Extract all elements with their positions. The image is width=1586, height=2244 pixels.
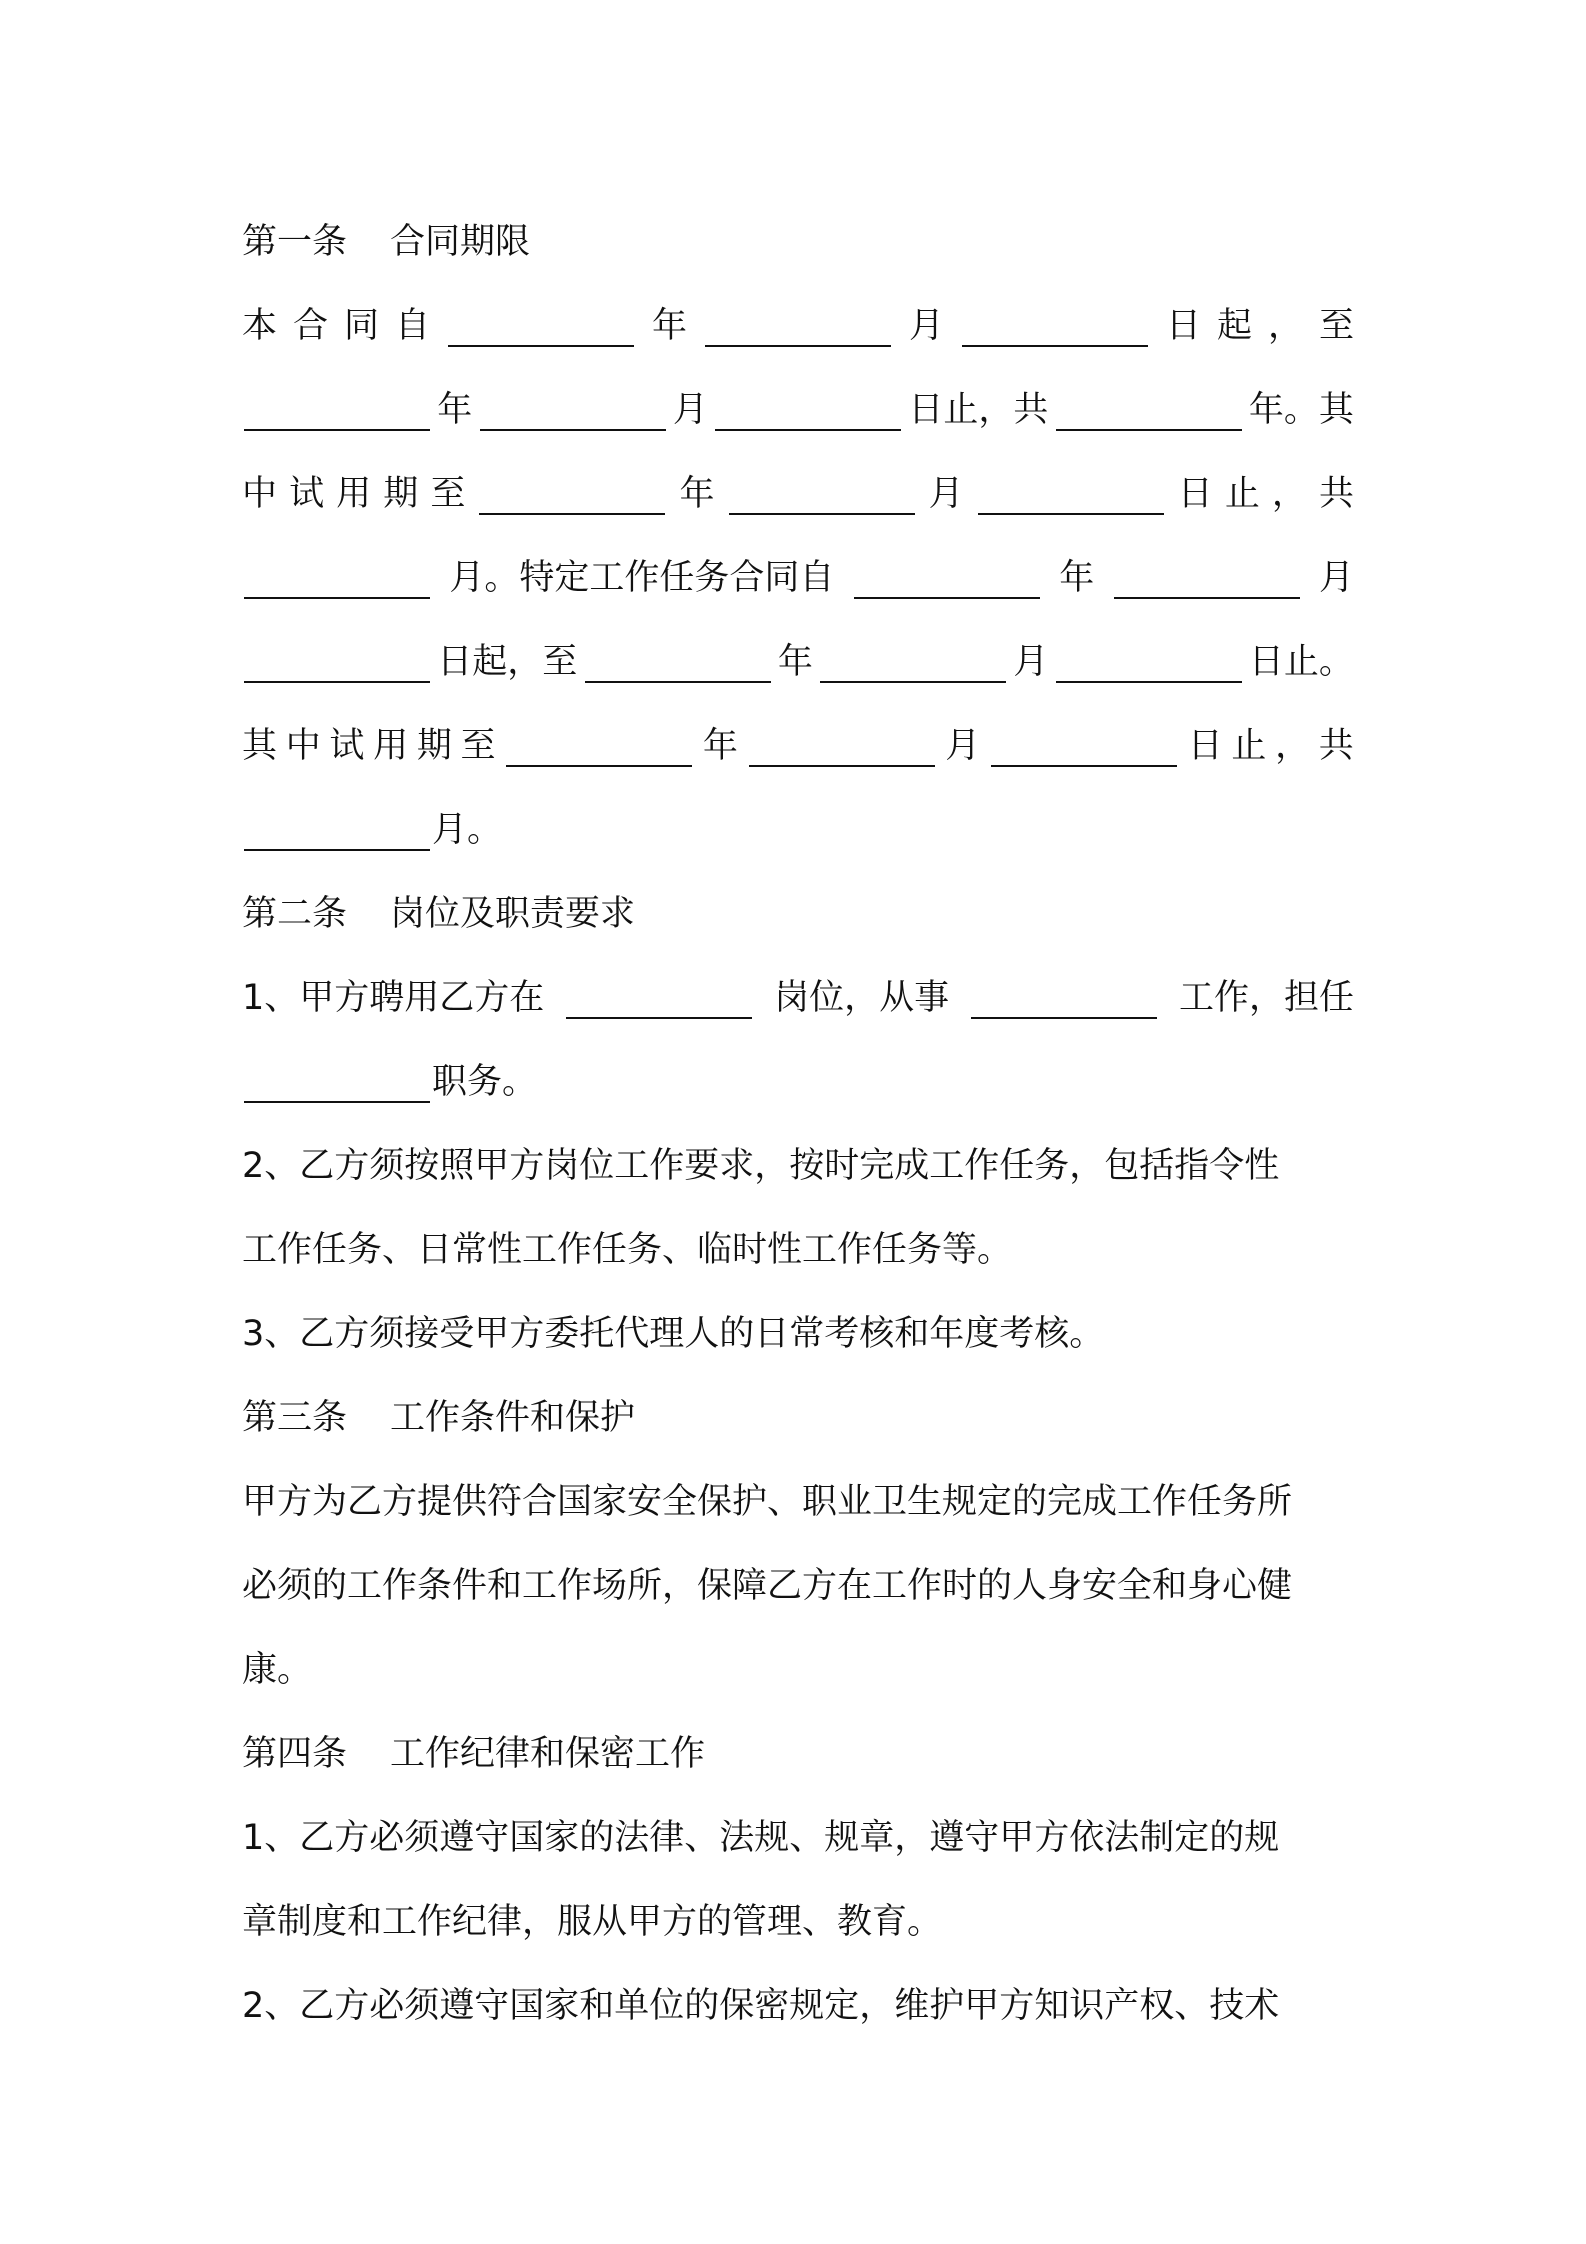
fill-blank: [244, 1061, 430, 1103]
text-segment: 职务。: [432, 1062, 538, 1102]
fill-blank: [715, 389, 901, 431]
text-segment: 起: [1216, 306, 1252, 346]
text-segment: 期: [383, 474, 419, 514]
text-line: [242, 620, 1354, 704]
fill-blank: [705, 305, 891, 347]
article-heading: [242, 872, 1354, 956]
fill-blank: [585, 641, 771, 683]
paragraph-line: 1、乙方必须遵守国家的法律、法规、规章，遵守甲方依法制定的规: [242, 1818, 1280, 1858]
article-title: 岗位及职责要求: [390, 894, 636, 934]
article-title: 工作条件和保护: [390, 1398, 636, 1438]
text-line: [242, 1208, 1354, 1292]
text-segment: 日止。: [1248, 642, 1354, 682]
fill-blank: [991, 725, 1177, 767]
text-segment: 止: [1224, 474, 1260, 514]
text-segment: 中: [285, 726, 321, 766]
text-segment: 年: [679, 474, 715, 514]
paragraph-line: 章制度和工作纪律，服从甲方的管理、教育。: [242, 1902, 943, 1942]
article-title: 工作纪律和保密工作: [390, 1734, 706, 1774]
text-segment: 自: [395, 306, 431, 346]
text-line: [242, 368, 1354, 452]
text-segment: 月: [1013, 642, 1049, 682]
text-line: [242, 1628, 1354, 1712]
text-segment: 中: [242, 474, 278, 514]
fill-blank: [244, 389, 430, 431]
article-number: 第四条: [242, 1734, 348, 1774]
fill-blank: [506, 725, 692, 767]
fill-blank: [244, 557, 430, 599]
text-segment: ，: [1275, 726, 1311, 766]
text-segment: 岗位，从事: [774, 978, 950, 1018]
text-segment: 日止，共: [908, 390, 1049, 430]
text-segment: 合: [293, 306, 329, 346]
text-line: [242, 452, 1354, 536]
text-segment: 月。: [432, 810, 503, 850]
text-line: [242, 788, 1354, 872]
article-number: 第三条: [242, 1398, 348, 1438]
paragraph-line: 甲方为乙方提供符合国家安全保护、职业卫生规定的完成工作任务所: [242, 1482, 1293, 1522]
text-segment: 至: [1318, 306, 1354, 346]
document-body: [242, 200, 1354, 2048]
text-line: [242, 1292, 1354, 1376]
text-segment: 年: [651, 306, 687, 346]
text-line: [242, 1544, 1354, 1628]
text-segment: 日: [1187, 726, 1223, 766]
text-segment: 月: [928, 474, 964, 514]
paragraph-line: 必须的工作条件和工作场所，保障乙方在工作时的人身安全和身心健: [242, 1566, 1293, 1606]
article-heading: [242, 200, 1354, 284]
fill-blank: [448, 305, 634, 347]
article-heading: [242, 1712, 1354, 1796]
text-segment: 期: [416, 726, 452, 766]
fill-blank: [749, 725, 935, 767]
article-number: 第一条: [242, 222, 348, 262]
text-segment: 共: [1318, 726, 1354, 766]
text-segment: 用: [336, 474, 372, 514]
text-segment: 月: [672, 390, 708, 430]
text-segment: ，: [1267, 306, 1303, 346]
fill-blank: [1056, 389, 1242, 431]
text-segment: 同: [344, 306, 380, 346]
text-segment: 用: [373, 726, 409, 766]
text-segment: 年: [437, 390, 473, 430]
paragraph-line: 康。: [242, 1650, 313, 1690]
text-segment: 至: [430, 474, 466, 514]
text-segment: 试: [289, 474, 325, 514]
fill-blank: [978, 473, 1164, 515]
article-title: 合同期限: [390, 222, 531, 262]
text-line: [242, 536, 1354, 620]
text-segment: 年: [1059, 558, 1095, 598]
text-segment: 月: [945, 726, 981, 766]
text-line: [242, 956, 1354, 1040]
text-segment: 至: [460, 726, 496, 766]
paragraph-line: 2、乙方须按照甲方岗位工作要求，按时完成工作任务，包括指令性: [242, 1146, 1280, 1186]
text-segment: 月: [1318, 558, 1354, 598]
text-segment: 年。其: [1248, 390, 1354, 430]
text-line: [242, 1796, 1354, 1880]
text-segment: 共: [1318, 474, 1354, 514]
fill-blank: [480, 389, 666, 431]
text-segment: 月。特定工作任务合同自: [449, 558, 835, 598]
text-segment: 其: [242, 726, 278, 766]
text-segment: 日: [1177, 474, 1213, 514]
text-segment: 1、甲方聘用乙方在: [242, 978, 545, 1018]
fill-blank: [820, 641, 1006, 683]
fill-blank: [971, 977, 1157, 1019]
text-line: [242, 1964, 1354, 2048]
text-segment: 月: [908, 306, 944, 346]
fill-blank: [1114, 557, 1300, 599]
text-segment: 试: [329, 726, 365, 766]
text-line: [242, 284, 1354, 368]
fill-blank: [1056, 641, 1242, 683]
text-line: [242, 1460, 1354, 1544]
paragraph-line: 2、乙方必须遵守国家和单位的保密规定，维护甲方知识产权、技术: [242, 1986, 1280, 2026]
text-line: [242, 1880, 1354, 1964]
fill-blank: [566, 977, 752, 1019]
fill-blank: [479, 473, 665, 515]
fill-blank: [854, 557, 1040, 599]
text-segment: 日起，至: [437, 642, 578, 682]
text-segment: 本: [242, 306, 278, 346]
text-line: [242, 704, 1354, 788]
text-segment: 年: [702, 726, 738, 766]
article-heading: [242, 1376, 1354, 1460]
text-segment: ，: [1271, 474, 1307, 514]
fill-blank: [244, 809, 430, 851]
text-segment: 工作，担任: [1178, 978, 1354, 1018]
paragraph-line: 3、乙方须接受甲方委托代理人的日常考核和年度考核。: [242, 1314, 1105, 1354]
fill-blank: [244, 641, 430, 683]
text-line: [242, 1040, 1354, 1124]
fill-blank: [729, 473, 915, 515]
article-number: 第二条: [242, 894, 348, 934]
text-segment: 年: [777, 642, 813, 682]
paragraph-line: 工作任务、日常性工作任务、临时性工作任务等。: [242, 1230, 1013, 1270]
text-line: [242, 1124, 1354, 1208]
fill-blank: [962, 305, 1148, 347]
text-segment: 止: [1231, 726, 1267, 766]
text-segment: 日: [1165, 306, 1201, 346]
